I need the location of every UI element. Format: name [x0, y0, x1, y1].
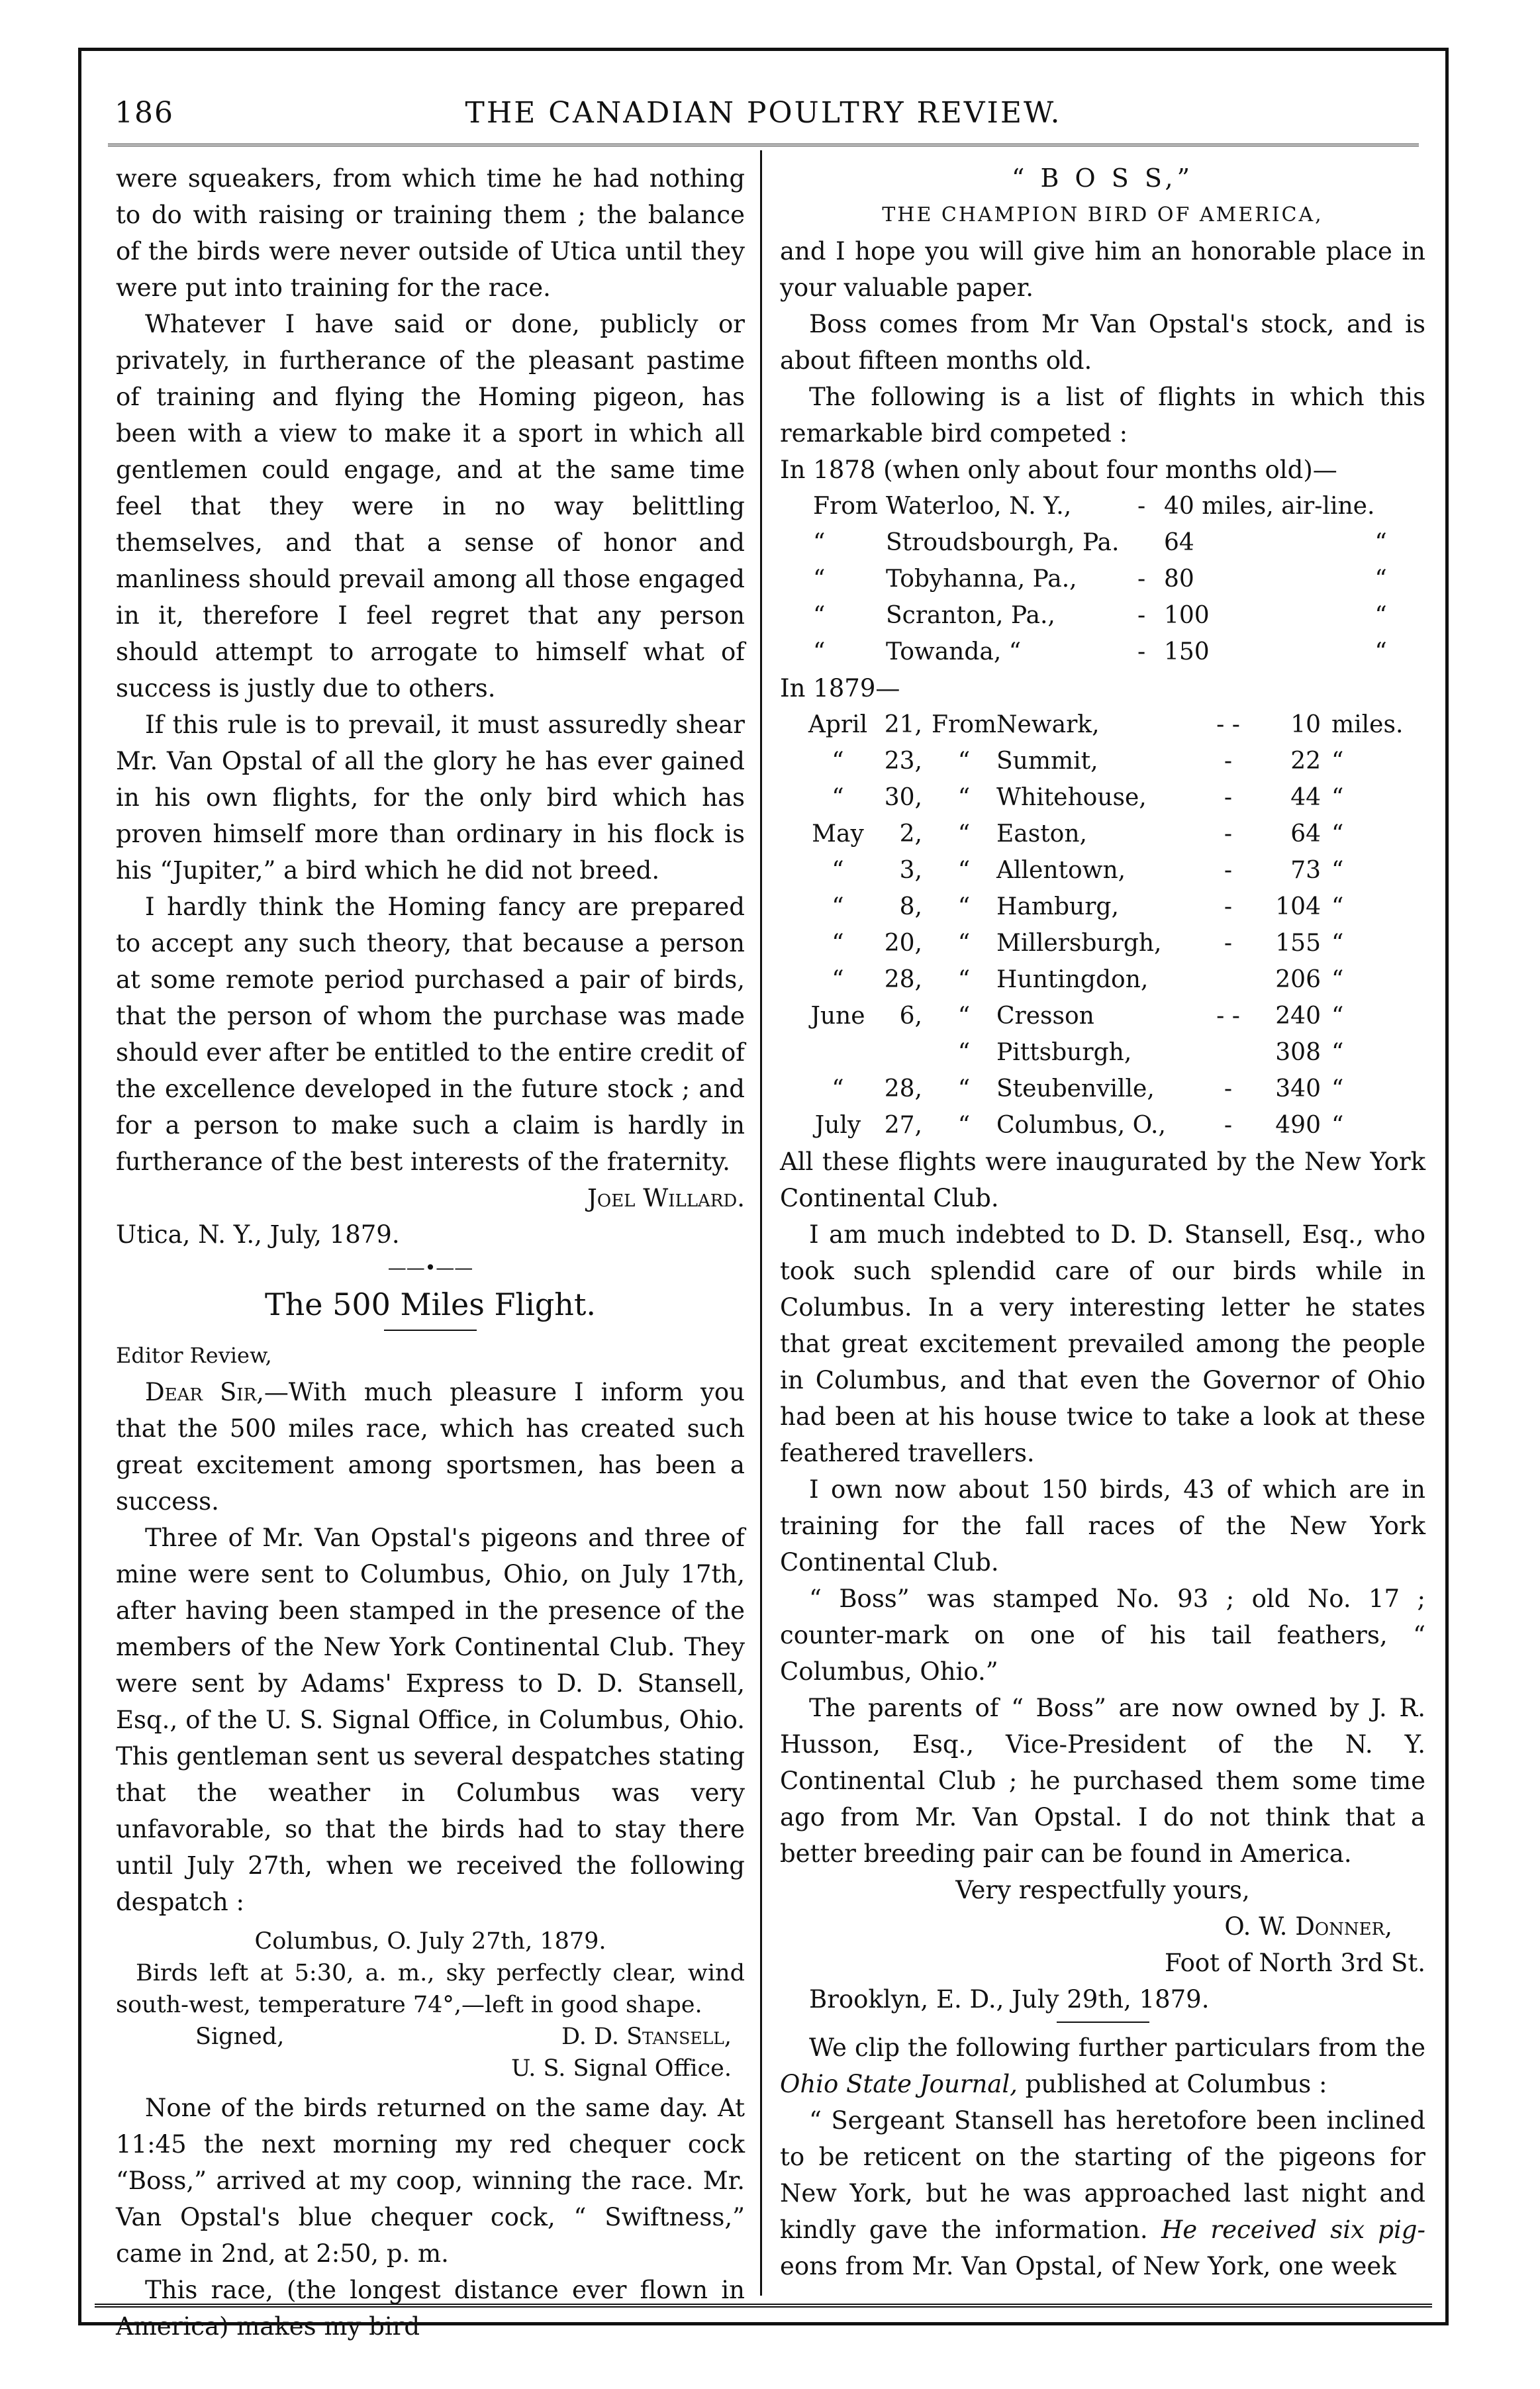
newspaper-page: [78, 48, 1449, 2341]
flight-from: “: [957, 930, 971, 957]
flight-day: 28,: [884, 1075, 922, 1102]
flight-place: Easton,: [996, 820, 1087, 848]
boss-heading: “ B O S S,”: [1011, 164, 1194, 193]
flight-unit: “: [1331, 1002, 1344, 1030]
flight-month: July: [814, 1112, 861, 1139]
flight-place: Newark,: [996, 711, 1100, 738]
flight-place: Scranton, Pa.,: [886, 602, 1055, 629]
flight-unit: “: [1331, 930, 1344, 957]
flight-dash: -: [1224, 820, 1233, 848]
flight-dash: - -: [1216, 1002, 1240, 1030]
flight-miles: 22: [1290, 748, 1321, 775]
flight-miles: 206: [1275, 966, 1321, 993]
flight-place: Huntingdon,: [996, 966, 1149, 993]
flight-dash: -: [1224, 893, 1233, 920]
flight-place: Stroudsbourgh, Pa.: [886, 529, 1120, 556]
flight-day: 20,: [884, 930, 922, 957]
flight-from: “: [957, 857, 971, 884]
flights-1879-table: [780, 707, 1425, 1144]
flight-place: Pittsburgh,: [996, 1039, 1132, 1066]
flight-1879-row: [780, 743, 1425, 779]
flight-day: 23,: [884, 748, 922, 775]
flight-month: June: [810, 1002, 865, 1030]
flight-1879-row: [780, 1034, 1425, 1071]
flight-from: From: [932, 711, 996, 738]
flight-unit: “: [1331, 966, 1344, 993]
flight-1879-row: [780, 889, 1425, 925]
flight-place: Summit,: [996, 748, 1098, 775]
flight-miles: 73: [1290, 857, 1321, 884]
column-divider: [760, 150, 762, 2296]
header-rule: [108, 144, 1419, 149]
despatch-block: [116, 1926, 745, 2084]
flight-ditto: “: [1374, 565, 1387, 593]
flight-1878-row: [780, 524, 1425, 561]
flight-1878-row: [780, 488, 1425, 524]
right-paragraph-8: The parents of “ Boss” are now owned by J. R. Husson, Esq., Vice-President of the N. Y. Continental Club ; he purchased them some time ago from Mr. Van Opstal. I do not think that a better breeding pair can be found in America.: [780, 1694, 1425, 1868]
flight-month: “: [832, 784, 844, 811]
flight-miles: 340: [1275, 1075, 1321, 1102]
flight-dash: -: [1224, 784, 1233, 811]
flight-dash: [1195, 1034, 1261, 1071]
flight-1878-row: [780, 597, 1425, 634]
stansell-quote-italic: He received six pig-: [1161, 2216, 1425, 2244]
flight-place: Hamburg,: [996, 893, 1119, 920]
right-paragraph-4: All these flights were inaugurated by the New York Continental Club.: [780, 1147, 1425, 1212]
flight-miles: 104: [1275, 893, 1321, 920]
flight-place: Waterloo, N. Y.,: [886, 493, 1072, 520]
flight-from: “: [957, 748, 971, 775]
donner-address: Foot of North 3rd St.: [1164, 1949, 1425, 1977]
flight-unit: “: [1331, 1112, 1344, 1139]
flight-unit: “: [1331, 857, 1344, 884]
right-paragraph-10: [780, 2102, 1425, 2284]
flight-dash: -: [1224, 930, 1233, 957]
flight-1878-row: [780, 561, 1425, 597]
page-number: 186: [115, 96, 174, 130]
flight-month: “: [832, 966, 844, 993]
flight-from: “: [957, 1075, 971, 1102]
flight-miles: 64: [1164, 529, 1194, 556]
left-paragraph-3: If this rule is to prevail, it must assuredly shear Mr. Van Opstal of all the glory he has ever gained in his own flights, for the only bird which has proven himself more than ordinary in his flock is his “Jupiter,” a bird which he did not breed.: [116, 710, 745, 885]
right-paragraph-7: “ Boss” was stamped No. 93 ; old No. 17 ; counter-mark on one of his tail feathers, “ Columbus, Ohio.”: [780, 1585, 1425, 1686]
despatch-signer: D. D. Stansell,: [561, 2023, 732, 2050]
stansell-quote-text: “ Sergeant Stansell has heretofore been inclined to be reticent on the starting of the pigeons for New York, but he was approached last night and kindly gave the information.: [780, 2106, 1425, 2244]
flight-from: “: [957, 893, 971, 920]
right-paragraph-5: I am much indebted to D. D. Stansell, Esq., who took such splendid care of our birds while in Columbus. In a very interesting letter he states that great excitement prevailed among the people in Columbus, and that even the Governor of Ohio had been at his house twice to take a look at these feathered travellers.: [780, 1220, 1425, 1467]
closing-line: Very respectfully yours,: [955, 1876, 1250, 1904]
flight-dash: -: [1224, 1075, 1233, 1102]
left-paragraph-6: Three of Mr. Van Opstal's pigeons and three of mine were sent to Columbus, Ohio, on July 17th, after having been stamped in the presence of the members of the New York Continental Club. They were sent by Adams' Express to D. D. Stansell, Esq., of the U. S. Signal Office, in Columbus, Ohio. This gentleman sent us several despatches stating that the weather in Columbus was very unfavorable, so that the birds had to stay there until July 27th, when we received the following despatch :: [116, 1524, 745, 1916]
year-1879-heading: In 1879—: [780, 674, 900, 703]
flight-miles: 150: [1164, 638, 1210, 665]
clip-intro-text: We clip the following further particulars from the: [809, 2033, 1425, 2062]
flight-from: “: [957, 820, 971, 848]
flight-from: “: [957, 1039, 971, 1066]
flight-from: “: [957, 1112, 971, 1139]
flight-miles: 10: [1290, 711, 1321, 738]
despatch-office: U. S. Signal Office.: [510, 2055, 732, 2082]
flight-ditto: “: [1374, 602, 1387, 629]
utica-dateline: Utica, N. Y., July, 1879.: [116, 1220, 400, 1249]
flight-1879-row: [780, 961, 1425, 998]
flight-month: “: [832, 893, 844, 920]
flight-miles: 80: [1164, 565, 1194, 593]
flight-1879-row: [780, 925, 1425, 961]
flight-ditto: “: [1374, 638, 1387, 665]
flight-1879-row: [780, 1071, 1425, 1107]
flight-place: Tobyhanna, Pa.,: [886, 565, 1077, 593]
flight-prefix: “: [813, 602, 826, 629]
right-column: [780, 160, 1425, 2284]
flights-1878-table: [780, 488, 1425, 670]
despatch-signature-line: [116, 2021, 745, 2053]
flight-1879-row: [780, 852, 1425, 889]
flight-month: “: [832, 1075, 844, 1102]
flight-day: 2,: [899, 820, 922, 848]
flight-place: Columbus, O.,: [996, 1112, 1166, 1139]
right-paragraph-6: I own now about 150 birds, 43 of which are in training for the fall races of the New York Continental Club.: [780, 1475, 1425, 1577]
right-paragraph-1: and I hope you will give him an honorable place in your valuable paper.: [780, 237, 1425, 302]
flight-dash: [1137, 524, 1164, 561]
flight-day: 27,: [884, 1112, 922, 1139]
champion-subheading: THE CHAMPION BIRD OF AMERICA,: [882, 203, 1323, 226]
flight-prefix: From: [813, 493, 878, 520]
flight-dash: -: [1137, 602, 1146, 629]
flight-prefix: “: [813, 529, 826, 556]
flight-ditto: “: [1374, 529, 1387, 556]
title-rule: [384, 1330, 477, 1331]
flight-from: “: [957, 966, 971, 993]
flight-dash: [1195, 961, 1261, 998]
flight-miles: 44: [1290, 784, 1321, 811]
flight-from: “: [957, 1002, 971, 1030]
year-1878-heading: In 1878 (when only about four months old)—: [780, 456, 1337, 484]
flight-dash: -: [1137, 565, 1146, 593]
willard-signature: Joel Willard.: [587, 1184, 745, 1212]
ohio-state-journal: Ohio State Journal,: [780, 2070, 1018, 2098]
flight-month: May: [812, 820, 864, 848]
flight-unit: miles.: [1331, 711, 1404, 738]
flight-month: [780, 1034, 869, 1071]
page-header: [81, 96, 1445, 142]
despatch-place: Columbus, O. July 27th, 1879.: [254, 1928, 606, 1955]
flight-dash: -: [1137, 638, 1146, 665]
flight-day: 3,: [899, 857, 922, 884]
flight-day: [869, 1034, 932, 1071]
stansell-quote-tail: eons from Mr. Van Opstal, of New York, one week: [780, 2252, 1396, 2280]
flight-day: 6,: [899, 1002, 922, 1030]
flight-dash: -: [1224, 857, 1233, 884]
left-paragraph-1: were squeakers, from which time he had nothing to do with raising or training them ; the balance of the birds were never outside of Utica until they were put into training for the race.: [116, 164, 745, 302]
flight-miles: 155: [1275, 930, 1321, 957]
flight-unit: “: [1331, 893, 1344, 920]
flight-unit: “: [1331, 1075, 1344, 1102]
flight-1879-row: [780, 816, 1425, 852]
left-paragraph-8: This race, (the longest distance ever flown in America) makes my bird: [116, 2276, 745, 2341]
flight-1879-row: [780, 779, 1425, 816]
left-paragraph-5-text: —With much pleasure I inform you that the 500 miles race, which has created such great excitement among sportsmen, has been a success.: [116, 1378, 745, 1516]
flight-month: April: [808, 711, 868, 738]
flight-dash: -: [1224, 1112, 1233, 1139]
flight-place: Cresson: [996, 1002, 1094, 1030]
despatch-signed: Signed,: [195, 2023, 285, 2050]
right-paragraph-3: The following is a list of flights in which this remarkable bird competed :: [780, 383, 1425, 448]
flight-month: “: [832, 930, 844, 957]
flight-place: Whitehouse,: [996, 784, 1147, 811]
flight-from: “: [957, 784, 971, 811]
flight-prefix: “: [813, 638, 826, 665]
section-rule: [1057, 2022, 1149, 2023]
flight-1879-row: [780, 707, 1425, 743]
flight-1879-row: [780, 998, 1425, 1034]
despatch-body: Birds left at 5:30, a. m., sky perfectly clear, wind south-west, temperature 74°,—left in good shape.: [116, 1960, 745, 2018]
flight-miles: 64: [1290, 820, 1321, 848]
flight-unit: “: [1331, 748, 1344, 775]
left-paragraph-2: Whatever I have said or done, publicly or privately, in furtherance of the pleasant pastime of training and flying the Homing pigeon, has been with a view to make it a sport in which all gentlemen could engage, and at the same time feel that they were in no way belittling themselves, and that a sense of honor and manliness should prevail among all those engaged in it, therefore I feel regret that any person should attempt to arrogate to himself what of success is justly due to others.: [116, 310, 745, 703]
flight-miles: 308: [1275, 1039, 1321, 1066]
flight-dash: -: [1224, 748, 1233, 775]
flight-dash: -: [1137, 493, 1146, 520]
flight-miles: 490: [1275, 1112, 1321, 1139]
flight-place: Steubenville,: [996, 1075, 1155, 1102]
flight-month: “: [832, 857, 844, 884]
section-ornament: ——•——: [387, 1257, 473, 1279]
donner-signature: O. W. Donner,: [1224, 1912, 1392, 1941]
flight-prefix: “: [813, 565, 826, 593]
salutation: Editor Review,: [116, 1343, 272, 1368]
flight-miles: 40 miles, air-line.: [1164, 493, 1375, 520]
left-paragraph-4: I hardly think the Homing fancy are prepared to accept any such theory, that because a person at some remote period purchased a pair of birds, that the person of whom the purchase was made should ever after be entitled to the entire credit of the excellence developed in the future stock ; and for a person to make such a claim is hardly in furtherance of the best interests of the fraternity.: [116, 893, 745, 1176]
flight-dash: - -: [1216, 711, 1240, 738]
brooklyn-dateline: Brooklyn, E. D., July 29th, 1879.: [809, 1985, 1210, 2014]
flight-day: 8,: [899, 893, 922, 920]
left-paragraph-5: [116, 1374, 745, 1520]
flight-place: Allentown,: [996, 857, 1126, 884]
bottom-rule: [95, 2304, 1432, 2312]
flight-unit: “: [1331, 820, 1344, 848]
flight-month: “: [832, 748, 844, 775]
flight-day: 28,: [884, 966, 922, 993]
article-title: The 500 Miles Flight.: [264, 1287, 597, 1322]
flight-miles: 240: [1275, 1002, 1321, 1030]
left-column: [116, 160, 745, 2345]
flight-place: Millersburgh,: [996, 930, 1162, 957]
flight-ditto: [1374, 488, 1425, 524]
flight-1879-row: [780, 1107, 1425, 1144]
flight-miles: 100: [1164, 602, 1210, 629]
clip-intro-tail: published at Columbus :: [1017, 2070, 1327, 2098]
flight-1878-row: [780, 634, 1425, 670]
right-paragraph-9: [780, 2029, 1425, 2102]
flight-unit: “: [1331, 1039, 1344, 1066]
flight-place: Towanda, “: [886, 638, 1022, 665]
right-paragraph-2: Boss comes from Mr Van Opstal's stock, and is about fifteen months old.: [780, 310, 1425, 375]
flight-day: 30,: [884, 784, 922, 811]
journal-title: THE CANADIAN POULTRY REVIEW.: [465, 96, 1062, 130]
flight-unit: “: [1331, 784, 1344, 811]
flight-day: 21,: [884, 711, 922, 738]
left-paragraph-7: None of the birds returned on the same day. At 11:45 the next morning my red chequer cock “Boss,” arrived at my coop, winning the race. Mr. Van Opstal's blue chequer cock, “ Swiftness,” came in 2nd, at 2:50, p. m.: [116, 2094, 745, 2268]
dear-sir: Dear Sir,: [145, 1378, 264, 1406]
